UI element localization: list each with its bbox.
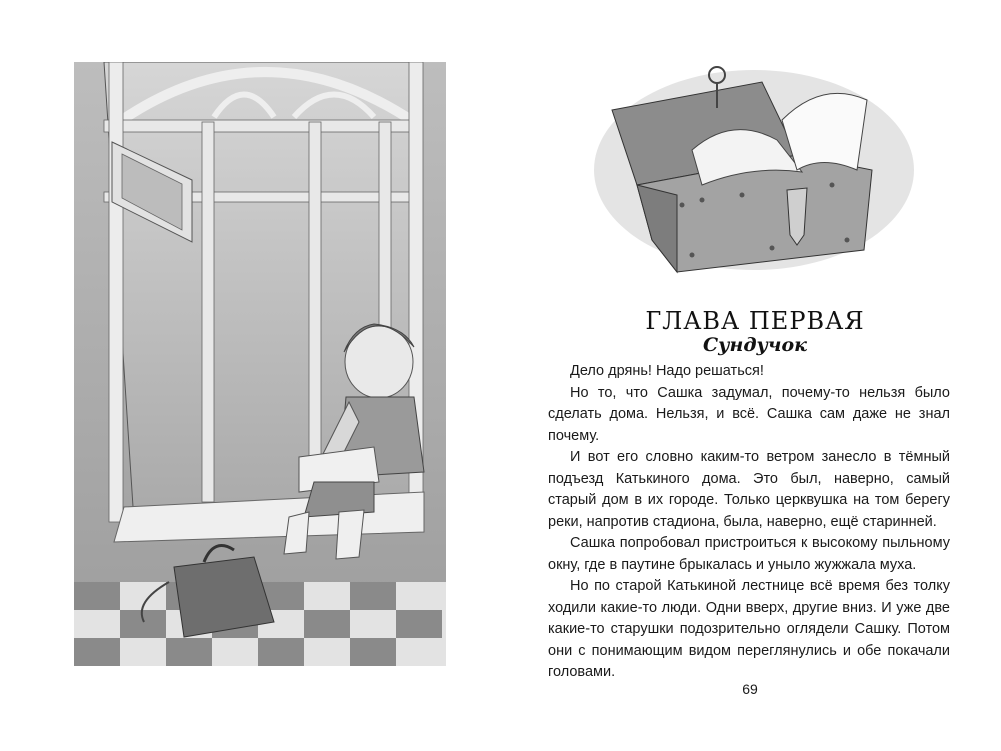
paragraph: Сашка попробовал пристроиться к высокому пыльному окну, где в паутине брыкалась и уныло жужжала муха. xyxy=(548,535,950,573)
window-scene-drawing xyxy=(74,62,446,666)
chest-drawing xyxy=(592,60,917,285)
chapter-subtitle: Сундучок xyxy=(702,334,808,356)
paragraph: Дело дрянь! Надо решаться! xyxy=(570,363,764,379)
paragraph: Но то, что Сашка задумал, почему-то нельзя было сделать дома. Нельзя, и всё. Сашка сам даже не знал почему. xyxy=(548,384,950,444)
page-number: 69 xyxy=(742,681,758,697)
chapter-title: ГЛАВА ПЕРВАЯ xyxy=(645,307,865,335)
chest-illustration xyxy=(592,60,917,285)
paragraph: И вот его словно каким-то ветром занесло в тёмный подъезд Катькиного дома. Это был, наверно, самый старый дом в их городе. Только церквушка на том берегу реки, напротив стадиона, была, наверно, ещё старинней. xyxy=(548,449,950,530)
paragraph: Но по старой Катькиной лестнице всё время без толку ходили какие-то люди. Одни вверх, другие вниз. И уже две какие-то старушки подозрительно оглядели Сашку. Потом они с понимающим видом переглянулись и обе покачали головами. xyxy=(548,578,950,680)
chapter-body-text xyxy=(548,361,950,684)
illustration-boy-at-window xyxy=(74,62,446,666)
